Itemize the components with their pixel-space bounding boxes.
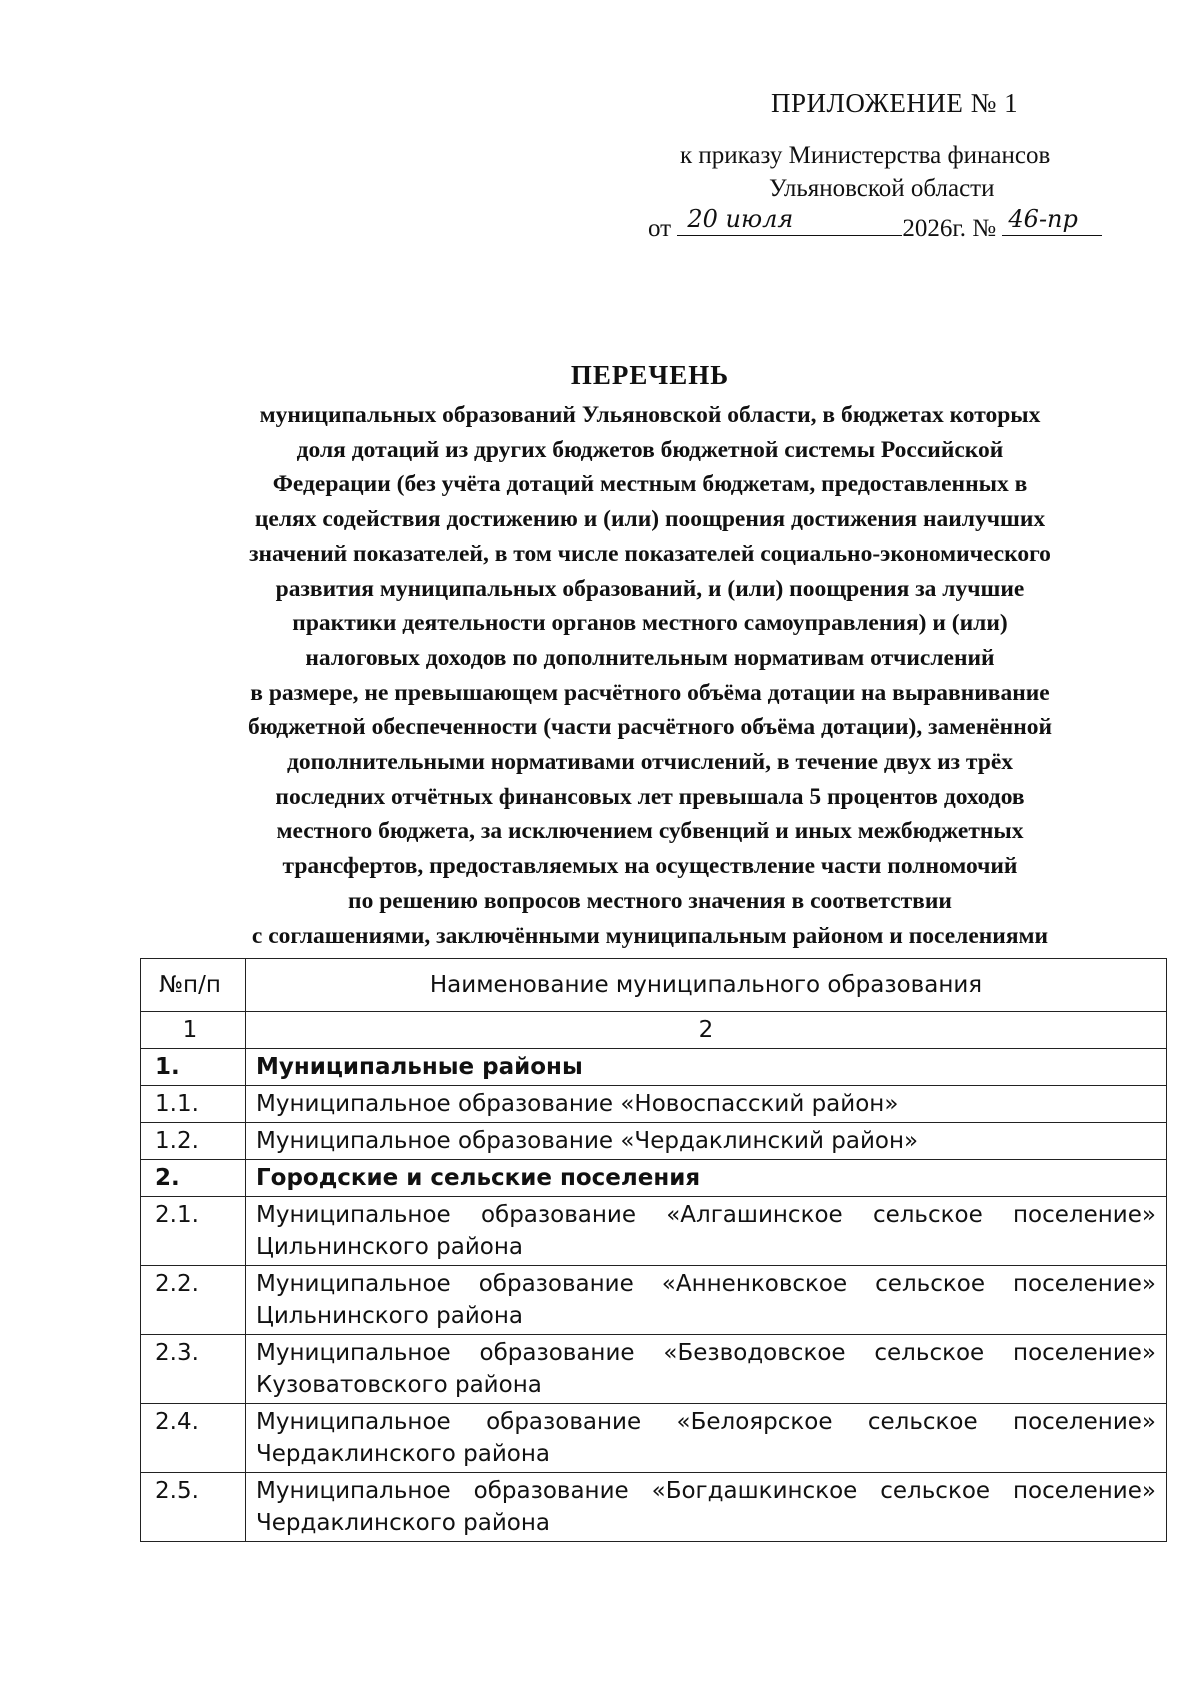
district-name: Чердаклинского района [256, 1510, 551, 1536]
name-word: образование [480, 1202, 636, 1228]
name-word: Муниципальное [256, 1340, 451, 1366]
name-word: поселение» [1012, 1202, 1156, 1228]
municipality-name: Муниципальное образование «Чердаклинский район» [246, 1123, 1167, 1160]
subtitle-line: по решению вопросов местного значения в соответствии [348, 887, 952, 914]
table-row [141, 1123, 1167, 1160]
table-header-row [141, 959, 1167, 1012]
document-subtitle [130, 398, 1170, 953]
order-date-line [648, 207, 1102, 243]
subtitle-line: дополнительными нормативами отчислений, в течение двух из трёх [286, 749, 1014, 776]
name-word: сельское [875, 1271, 985, 1297]
order-reference-line2: Ульяновской области [769, 175, 995, 202]
name-word: «Алгашинское [666, 1202, 843, 1228]
municipality-name [246, 1473, 1167, 1542]
number-underline [1002, 207, 1102, 236]
order-reference-line1: к приказу Министерства финансов [680, 142, 1051, 169]
table-row [141, 1049, 1167, 1086]
name-word: Муниципальное [256, 1271, 451, 1297]
table-row [141, 1197, 1167, 1266]
table-row [141, 1335, 1167, 1404]
appendix-title: ПРИЛОЖЕНИЕ № 1 [771, 88, 1019, 118]
column-header-name: Наименование муниципального образования [246, 959, 1167, 1012]
row-number: 2.4. [141, 1404, 246, 1473]
municipality-name [246, 1404, 1167, 1473]
table-row [141, 1160, 1167, 1197]
subtitle-line: налоговых доходов по дополнительным нормативам отчислений [305, 644, 995, 671]
name-word: поселение» [1013, 1340, 1156, 1366]
subtitle-line: значений показателей, в том числе показателей социально-экономического [249, 540, 1051, 567]
name-word: образование [473, 1478, 629, 1504]
subtitle-line: местного бюджета, за исключением субвенций и иных межбюджетных [276, 818, 1024, 845]
name-word: поселение» [1013, 1409, 1156, 1435]
row-number: 2. [141, 1160, 246, 1197]
subtitle-line: с соглашениями, заключёнными муниципальным районом и поселениями [251, 922, 1049, 949]
district-name: Цильнинского района [256, 1303, 524, 1329]
name-word: образование [479, 1340, 635, 1366]
subtitle-line: в размере, не превышающем расчётного объёма дотации на выравнивание [250, 679, 1050, 706]
subtitle-line: развития муниципальных образований, и (или) поощрения за лучшие [275, 575, 1025, 602]
row-number: 1.2. [141, 1123, 246, 1160]
table-index-row [141, 1012, 1167, 1049]
municipality-name [246, 1197, 1167, 1266]
name-word: поселение» [1013, 1478, 1156, 1504]
name-word: Муниципальное [256, 1409, 451, 1435]
row-number: 2.5. [141, 1473, 246, 1542]
name-word: сельское [880, 1478, 991, 1504]
from-label: от [648, 215, 672, 242]
table-row [141, 1086, 1167, 1123]
row-number: 1.1. [141, 1086, 246, 1123]
table-row [141, 1473, 1167, 1542]
district-name: Чердаклинского района [256, 1441, 551, 1467]
name-word: «Безводовское [663, 1340, 846, 1366]
name-word: «Белоярское [676, 1409, 833, 1435]
district-name: Цильнинского района [256, 1234, 524, 1260]
name-word: сельское [867, 1409, 978, 1435]
name-word: «Анненковское [661, 1271, 848, 1297]
row-number: 2.2. [141, 1266, 246, 1335]
municipalities-table [140, 958, 1167, 1542]
name-word: Муниципальное [256, 1202, 451, 1228]
municipality-name [246, 1266, 1167, 1335]
municipality-name: Муниципальное образование «Новоспасский район» [246, 1086, 1167, 1123]
name-word: Муниципальное [256, 1478, 451, 1504]
index-cell-2: 2 [246, 1012, 1167, 1049]
subtitle-line: трансфертов, предоставляемых на осуществление части полномочий [282, 853, 1018, 880]
name-word: сельское [872, 1202, 983, 1228]
subtitle-line: доля дотаций из других бюджетов бюджетной системы Российской [296, 436, 1004, 463]
table-row [141, 1266, 1167, 1335]
name-word: сельское [874, 1340, 985, 1366]
subtitle-line: муниципальных образований Ульяновской области, в бюджетах которых [259, 402, 1041, 428]
row-number: 2.1. [141, 1197, 246, 1266]
subtitle-line: практики деятельности органов местного самоуправления) и (или) [292, 610, 1008, 637]
subtitle-line: Федерации (без учёта дотаций местным бюджетам, предоставленных в [272, 471, 1028, 498]
column-header-number: №п/п [141, 959, 246, 1012]
index-cell-1: 1 [141, 1012, 246, 1049]
name-word: образование [478, 1271, 634, 1297]
row-number: 1. [141, 1049, 246, 1086]
municipality-name: Городские и сельские поселения [246, 1160, 1167, 1197]
document-heading: ПЕРЕЧЕНЬ [570, 360, 730, 390]
municipality-name: Муниципальные районы [246, 1049, 1167, 1086]
name-word: поселение» [1012, 1271, 1156, 1297]
handwritten-number: 46-пр [1008, 205, 1078, 233]
handwritten-date: 20 июля [687, 205, 794, 233]
table-row [141, 1404, 1167, 1473]
name-word: «Богдашкинское [651, 1478, 858, 1504]
subtitle-line: бюджетной обеспеченности (части расчётного объёма дотации), заменённой [247, 714, 1053, 741]
name-word: образование [486, 1409, 642, 1435]
subtitle-line: последних отчётных финансовых лет превышала 5 процентов доходов [275, 783, 1025, 810]
row-number: 2.3. [141, 1335, 246, 1404]
date-underline [677, 207, 902, 236]
district-name: Кузоватовского района [256, 1372, 542, 1398]
subtitle-line: целях содействия достижению и (или) поощрения достижения наилучших [254, 506, 1046, 533]
year-label: 2026г. № [902, 215, 997, 242]
municipality-name [246, 1335, 1167, 1404]
